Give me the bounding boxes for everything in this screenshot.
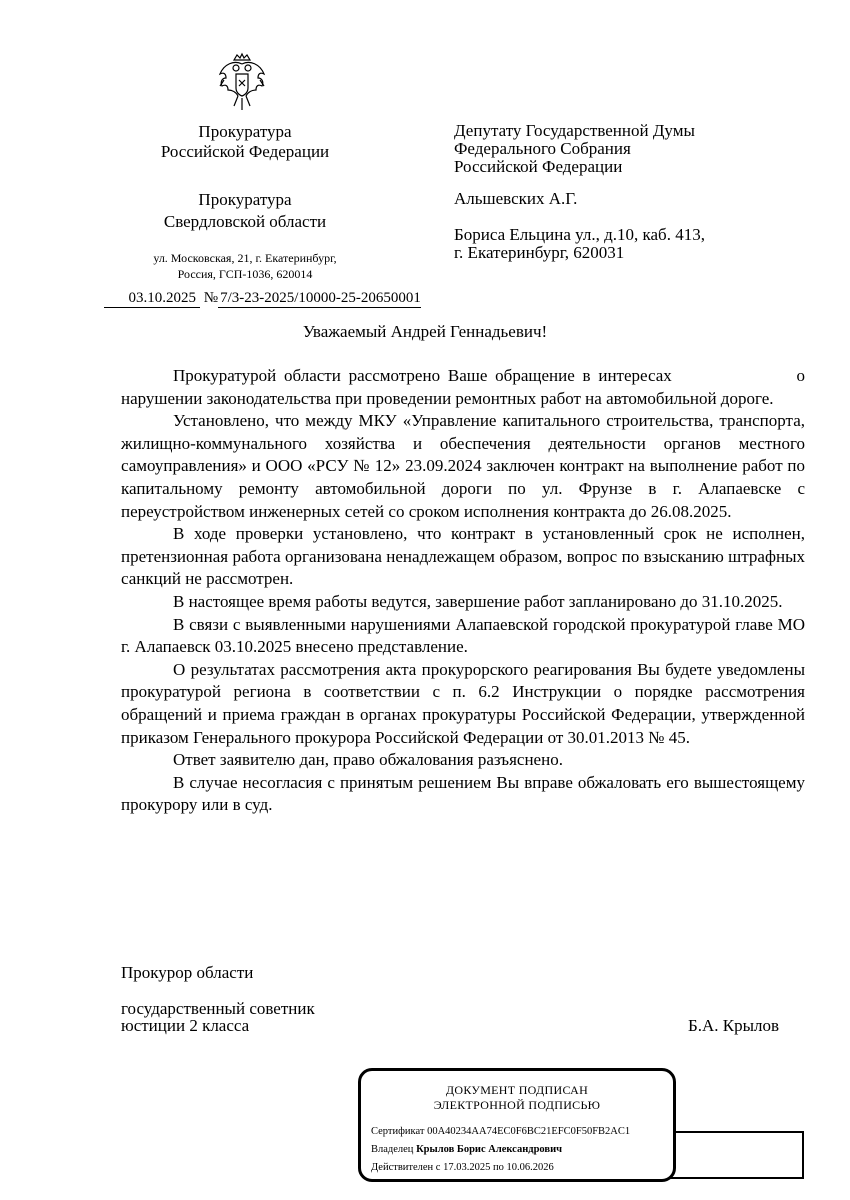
sender-org-rf-line2: Российской Федерации — [160, 142, 330, 161]
registration-date: 03.10.2025 — [104, 290, 200, 308]
e-signature-certificate — [361, 1123, 673, 1141]
recipient-address — [454, 226, 824, 262]
paragraph-8: В случае несогласия с принятым решением Вы вправе обжаловать его вышестоящему прокурору или в суд. — [121, 772, 805, 815]
certificate-value: 00A40234AA74EC0F6BC21EFC0F50FB2AC1 — [427, 1126, 631, 1137]
registration-stamp — [664, 1131, 804, 1179]
letter-body — [121, 365, 810, 817]
paragraph-7: Ответ заявителю дан, право обжалования разъяснено. — [173, 750, 563, 770]
e-signature-stamp — [358, 1068, 676, 1182]
valid-from-label: с — [435, 1162, 441, 1173]
signatory-name: Б.А. Крылов — [688, 1016, 780, 1035]
e-signature-title-line1: ДОКУМЕНТ ПОДПИСАН — [445, 1083, 589, 1097]
e-signature-title-line2: ЭЛЕКТРОННОЙ ПОДПИСЬЮ — [433, 1098, 601, 1112]
owner-value: Крылов Борис Александрович — [416, 1144, 563, 1155]
signatory-rank — [121, 1000, 315, 1034]
signatory-rank-line1: государственный советник — [121, 999, 315, 1018]
paragraph-6: О результатах рассмотрения акта прокурорского реагирования Вы будете уведомлены прокуратурой региона в соответствии с п. 6.2 Инструкции о порядке рассмотрения обращений и приема граждан в органах прокуратуры Российской Федерации, утвержденной приказом Генерального прокурора Российской Федерации от 30.01.2013 № 45. — [121, 659, 805, 747]
recipient-line2: Федерального Собрания — [454, 139, 631, 158]
registration-number: 7/3-23-2025/10000-25-20650001 — [220, 290, 421, 306]
e-signature-title — [361, 1083, 673, 1113]
salutation: Уважаемый Андрей Геннадьевич! — [302, 322, 548, 341]
registration-number-sign: № — [203, 290, 219, 306]
certificate-label: Сертификат — [371, 1126, 425, 1137]
valid-label: Действителен — [371, 1162, 434, 1173]
e-signature-validity — [361, 1159, 673, 1177]
recipient-address-line1: Бориса Ельцина ул., д.10, каб. 413, — [454, 225, 705, 244]
sender-org-regional — [110, 189, 380, 233]
signatory-position: Прокурор области — [121, 963, 254, 982]
paragraph-2: Установлено, что между МКУ «Управление капитального строительства, транспорта, жилищно-коммунального хозяйства и обеспечения деятельности органов местного самоуправления» и ООО «РСУ № 12» 23.09.2024 заключен контракт на выполнение работ по капитальному ремонту автомобильной дороги по ул. Фрунзе в г. Алапаевске с переустройством инженерных сетей со сроком исполнения контракта до 26.08.2025. — [121, 411, 805, 521]
sender-org-regional-line1: Прокуратура — [198, 190, 292, 209]
registration-line — [104, 290, 421, 308]
paragraph-5: В связи с выявленными нарушениями Алапаевской городской прокуратурой главе МО г. Алапаевск 03.10.2025 внесено представление. — [121, 614, 805, 657]
e-signature-owner — [361, 1141, 673, 1159]
valid-from: 17.03.2025 — [443, 1162, 491, 1173]
owner-label: Владелец — [371, 1144, 414, 1155]
valid-to: 10.06.2026 — [506, 1162, 554, 1173]
recipient-address-line2: г. Екатеринбург, 620031 — [454, 243, 625, 262]
recipient-line3: Российской Федерации — [454, 157, 623, 176]
sender-address-line2: Россия, ГСП-1036, 620014 — [177, 267, 313, 281]
recipient-line1: Депутату Государственной Думы — [454, 121, 695, 140]
sender-address — [110, 250, 380, 282]
recipient-name: Альшевских А.Г. — [454, 189, 578, 208]
paragraph-3: В ходе проверки установлено, что контракт в установленный срок не исполнен, претензионная работа организована ненадлежащем образом, вопрос по взысканию штрафных санкций не рассмотрен. — [121, 524, 805, 589]
sender-org-rf-line1: Прокуратура — [198, 122, 292, 141]
sender-org-regional-line2: Свердловской области — [163, 212, 327, 231]
coat-of-arms-icon — [214, 50, 270, 116]
valid-to-label: по — [492, 1162, 504, 1173]
paragraph-1: Прокуратурой области рассмотрено Ваше обращение в интересах о нарушении законодательства при проведении ремонтных работ на автомобильной дороге. — [121, 366, 810, 408]
paragraph-4: В настоящее время работы ведутся, завершение работ запланировано до 31.10.2025. — [173, 591, 783, 611]
signatory-rank-line2: юстиции 2 класса — [121, 1016, 250, 1035]
recipient-title — [454, 122, 824, 176]
sender-address-line1: ул. Московская, 21, г. Екатеринбург, — [153, 251, 337, 265]
sender-org-rf — [110, 122, 380, 162]
